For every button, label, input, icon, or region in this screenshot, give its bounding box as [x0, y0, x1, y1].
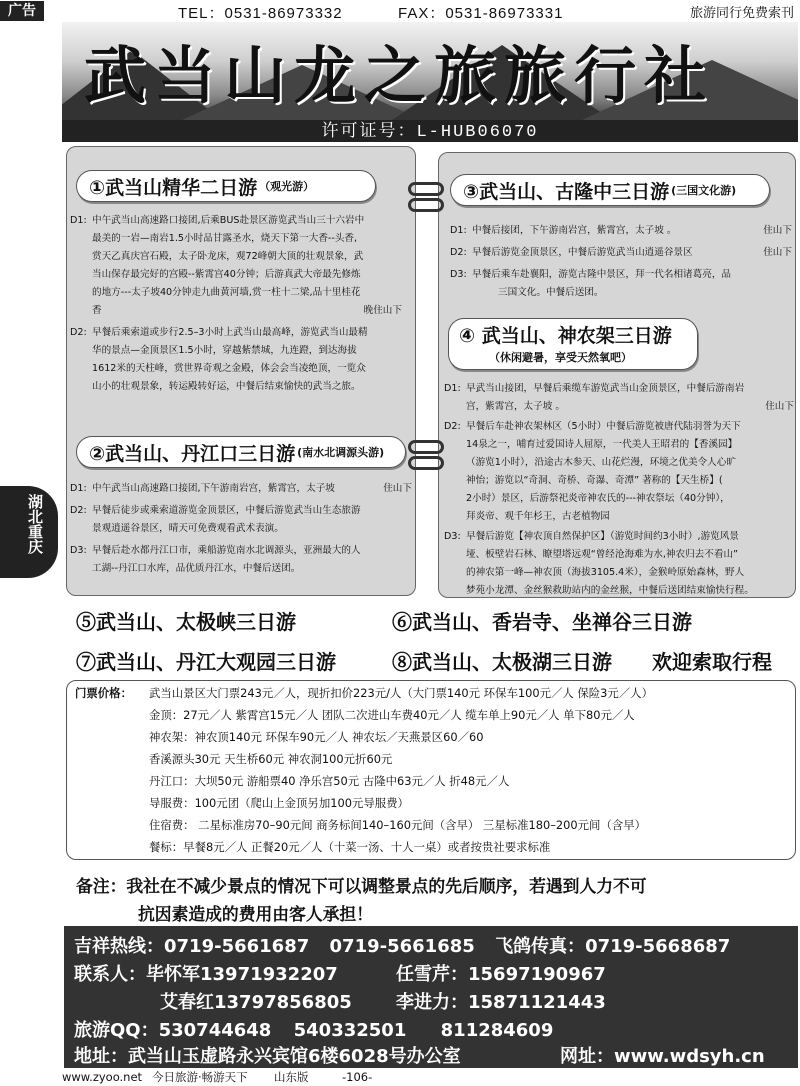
itinerary-line: 赏天乙真庆宫石殿，太子卧龙床，观72峰朝大顶的壮观景象，武: [92, 251, 364, 262]
itinerary-line: 2小时）景区，后游祭祀炎帝神农氏的---神农祭坛（40分钟），: [466, 493, 730, 504]
price-line: 武当山景区大门票243元／人，现折扣价223元/人（大门票140元 环保车100元／人 保险3元／人）: [149, 686, 653, 700]
qq-number: 540332501: [293, 1020, 407, 1041]
stay-note: 住山下: [383, 483, 412, 494]
stay-note: 住山下: [763, 247, 792, 258]
day-label: D2:: [450, 247, 467, 258]
remarks-text: 抗因素造成的费用由客人承担！: [138, 904, 373, 924]
website: [560, 1042, 765, 1068]
route1-title: [76, 170, 376, 202]
remarks-text: 我社在不减少景点的情况下可以调整景点的先后顺序，若遇到人力不可: [126, 876, 647, 896]
route1-title-text: ①武当山精华二日游: [89, 176, 258, 199]
qq-row: [74, 1016, 553, 1042]
itinerary-line: 当山保存最完好的宫殿--紫霄宫40分钟；后游真武大帝最先修炼: [92, 269, 361, 280]
stay-note: 住山下: [765, 401, 794, 412]
route1-subtitle: （观光游）: [259, 180, 315, 193]
route2-title: [76, 436, 406, 468]
contacts-row: [74, 960, 606, 986]
license-number: 许可证号：L-HUB06070: [321, 123, 539, 142]
header-tel: TEL：0531-86973332: [178, 5, 343, 22]
route3-subtitle: (三国文化游): [671, 184, 737, 197]
itinerary-line: 景观逍遥谷景区，晴天可免费观看武术表演。: [92, 523, 284, 534]
itinerary-line: 14泉之一，哺育过爱国诗人屈原，一代美人王昭君的【香溪园】: [466, 439, 738, 450]
itinerary-line: 早餐后赴水都丹江口市，乘船游览南水北调源头，亚洲最大的人: [92, 545, 361, 556]
contacts-row-2: [160, 988, 606, 1014]
itinerary-line: 早餐后游览金顶景区，中餐后游览武当山逍遥谷景区: [472, 247, 693, 258]
route3-itinerary: [450, 222, 792, 302]
contact-person: 艾春红13797856805: [160, 992, 352, 1013]
itinerary-line: 拜炎帝、观千年杉王，古老植物园: [466, 511, 610, 522]
price-line: 神农架：神农顶140元 环保车90元／人 神农坛／天燕景区60／60: [149, 730, 484, 744]
header-fax: FAX：0531-86973331: [398, 5, 564, 22]
route1-itinerary: [70, 212, 412, 396]
day-label: D3:: [450, 269, 467, 280]
route2-day2: [70, 502, 412, 538]
day-label: D1:: [444, 383, 461, 394]
day-label: D3:: [444, 531, 461, 542]
brand-title: 武当山龙之旅旅行社: [84, 39, 715, 112]
route2-day3: [70, 542, 412, 578]
license-bar: [62, 120, 798, 142]
hotline-row: [74, 932, 730, 958]
itinerary-line: 香: [92, 305, 102, 316]
itinerary-line: 工湖--丹江口水库，品优质丹江水，中餐后送团。: [92, 563, 301, 574]
itinerary-line: 早餐后游览【神农顶自然保护区】（游览时间约3小时）,游览风景: [466, 531, 739, 542]
binder-ring: [408, 440, 444, 454]
page-number: -106-: [342, 1070, 373, 1084]
region-label: 湖北重庆: [26, 494, 44, 554]
hotline-label: 吉祥热线：: [74, 936, 164, 957]
contact-footer: [64, 926, 798, 1068]
qq-number: 811284609: [440, 1020, 554, 1041]
day-label: D2:: [70, 327, 87, 338]
website-url[interactable]: www.wdsyh.cn: [614, 1046, 765, 1067]
route2-day1: [70, 480, 412, 498]
itinerary-line: 中餐后接团，下午游南岩宫，紫霄宫，太子坡 。: [472, 225, 677, 236]
fax-label: 飞鸽传真：: [495, 936, 586, 957]
contact-person: 任雪芹：15697190967: [396, 964, 606, 985]
itinerary-line: 最美的一岩—南岩1.5小时品甘露圣水，烧天下第一大香--头香,: [92, 233, 358, 244]
price-line: 餐标：早餐8元／人 正餐20元／人（十菜一汤、十人一桌）或者按贵社要求标准: [149, 840, 551, 854]
price-line: 丹江口：大坝50元 游船票40 净乐宫50元 古隆中63元／人 折48元／人: [149, 774, 510, 788]
qq-label: 旅游QQ：: [74, 1020, 159, 1041]
binder-ring: [408, 182, 444, 196]
day-label: D1:: [450, 225, 467, 236]
hotline-number: 0719-5661685: [329, 936, 475, 957]
route4-day3: [444, 528, 794, 600]
route4-title-text: ④ 武当山、神农架三日游: [459, 325, 672, 347]
binder-ring: [408, 198, 444, 212]
price-line: 金顶：27元／人 紫霄宫15元／人 团队二次进山车费40元／人 缆车单上90元／人 单下80元／人: [149, 708, 635, 722]
itinerary-line: 垭、板壁岩石林、瞭望塔远观“曾经沧海难为水,神农归去不看山”: [466, 549, 739, 560]
website-label: 网址：: [560, 1046, 614, 1067]
itinerary-line: （游览1小时），沿途古木参天、山花烂漫，环境之优美令人心旷: [466, 457, 736, 468]
itinerary-line: 山小的壮观景象，转运殿转好运，中餐后结束愉快的武当之旅。: [92, 381, 361, 392]
ad-tag: 广告: [0, 1, 44, 21]
itinerary-line: 1612米的天柱峰，赏世界奇观之金殿，体会会当凌绝顶，一览众: [92, 363, 366, 374]
route4-subtitle: （休闲避暑，享受天然氧吧）: [489, 351, 632, 364]
price-line: 住宿费： 二星标准房70–90元间 商务标间140–160元间（含早） 三星标准180–200元间（含早）: [149, 818, 647, 832]
qq-number: 530744648: [158, 1020, 272, 1041]
itinerary-line: 的神农第一峰—神农顶（海拔3105.4米），金猴岭原始森林，野人: [466, 567, 745, 578]
free-index-label: 旅游同行免费索刊: [689, 6, 794, 21]
route3-title: [450, 174, 770, 206]
route3-title-text: ③武当山、古隆中三日游: [463, 180, 670, 203]
route4-itinerary: [444, 380, 794, 600]
itinerary-line: 早餐后徒步或乘索道游览金顶景区，中餐后游览武当山生态旅游: [92, 505, 361, 516]
day-label: D1:: [70, 483, 87, 494]
binder-ring: [408, 456, 444, 470]
remarks: [76, 872, 647, 928]
top-bar: [0, 0, 800, 22]
day-label: D2:: [70, 505, 87, 516]
route7-title: ⑦武当山、丹江大观园三日游: [76, 650, 336, 674]
ticket-price-box: [66, 680, 796, 860]
stay-note: 住山下: [763, 225, 792, 236]
price-label: 门票价格：: [75, 686, 132, 700]
day-label: D2:: [444, 421, 461, 432]
route4-title: [448, 318, 698, 370]
brand-banner: [62, 22, 798, 120]
route4-day1: [444, 380, 794, 416]
itinerary-line: 梦苑小龙潭、金丝猴救助站内的金丝猴，中餐后送团结束愉快行程。: [466, 585, 754, 596]
address-row: [74, 1042, 765, 1068]
hotline-number: 0719-5661687: [164, 936, 310, 957]
itinerary-line: 华的景点—金顶景区1.5小时，穿越紫禁城，九连蹬，到达海拔: [92, 345, 357, 356]
stay-note: 晚住山下: [363, 305, 402, 316]
footer-slogan: 今日旅游·畅游天下: [152, 1070, 248, 1084]
price-line: 导服费：100元团（爬山上金顶另加100元导服费）: [149, 796, 409, 810]
route8-title: ⑧武当山、太极湖三日游: [392, 650, 612, 674]
region-side-tab: [0, 486, 58, 578]
address: 武当山玉虚路永兴宾馆6楼6028号办公室: [128, 1046, 461, 1067]
route1-day1: [70, 212, 412, 320]
page-footer: [62, 1068, 798, 1086]
itinerary-line: 早餐后车赴神农架林区（5小时）中餐后游览被唐代陆羽誉为天下: [466, 421, 741, 432]
welcome-text: 欢迎索取行程: [652, 650, 772, 674]
route4-day2: [444, 418, 794, 526]
itinerary-line: 宫，紫霄宫，太子坡 。: [466, 401, 565, 412]
route1-day2: [70, 324, 412, 396]
route3-day1: [450, 222, 792, 240]
route3-day2: [450, 244, 792, 262]
route2-subtitle: (南水北调源头游): [297, 446, 385, 459]
itinerary-line: 早餐后乘索道或步行2.5–3小时上武当山最高峰，游览武当山最精: [92, 327, 368, 338]
itinerary-line: 中午武当山高速路口接团,下午游南岩宫，紫霄宫，太子坡: [92, 483, 335, 494]
fax-number: 0719-5668687: [585, 936, 731, 957]
remarks-label: 备注：: [76, 876, 127, 896]
itinerary-line: 早餐后乘车赴襄阳，游览古隆中景区，拜一代名相诸葛亮，品: [472, 269, 732, 280]
price-line: 香溪源头30元 天生桥60元 神农洞100元折60元: [149, 752, 393, 766]
contact-person: 毕怀军13971932207: [146, 964, 338, 985]
route6-title: ⑥武当山、香岩寺、坐禅谷三日游: [392, 610, 692, 634]
day-label: D1:: [70, 215, 87, 226]
route5-title: ⑤武当山、太极峡三日游: [76, 610, 296, 634]
itinerary-line: 早武当山接团，早餐后乘缆车游览武当山金顶景区，中餐后游南岩: [466, 383, 745, 394]
route3-day3: [450, 266, 792, 302]
route2-itinerary: [70, 480, 412, 578]
footer-site: www.zyoo.net: [62, 1070, 143, 1084]
itinerary-line: 三国文化。中餐后送团。: [498, 287, 604, 298]
route2-title-text: ②武当山、丹江口三日游: [89, 442, 296, 465]
contact-person: 李进力：15871121443: [396, 992, 606, 1013]
itinerary-line: 中午武当山高速路口接团,后乘BUS赴景区游览武当山三十六岩中: [92, 215, 365, 226]
itinerary-line: 的地方---太子坡40分钟走九曲黄河墙,赏一柱十二梁,品十里桂花: [92, 287, 361, 298]
address-label: 地址：: [74, 1046, 128, 1067]
itinerary-line: 神怡；游览以“奇洞、奇桥、奇瀑、奇潭” 著称的【天生桥】(: [466, 475, 723, 486]
footer-edition: 山东版: [274, 1070, 309, 1084]
contact-label: 联系人：: [74, 964, 146, 985]
day-label: D3:: [70, 545, 87, 556]
